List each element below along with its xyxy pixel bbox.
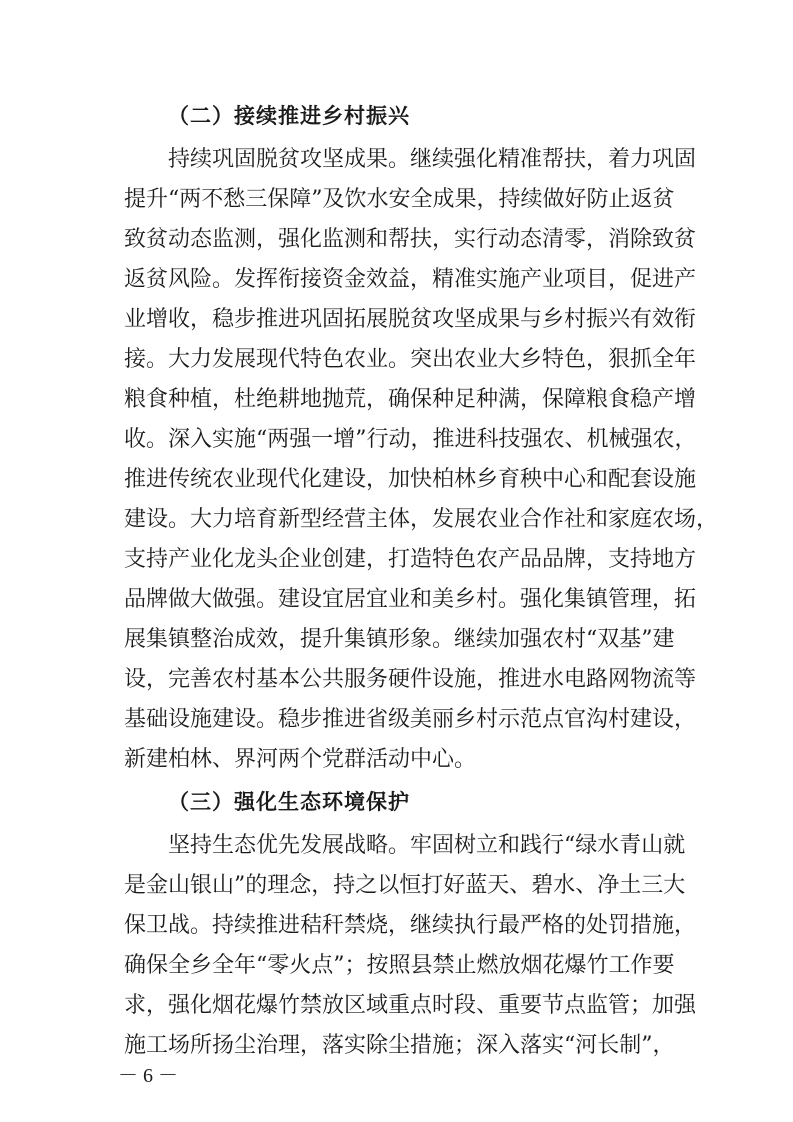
paragraph-line: 施工场所扬尘治理，落实除尘措施；深入落实“河长制”， xyxy=(124,1033,675,1058)
paragraph-line: 建设。大力培育新型经营主体，发展农业合作社和家庭农场， xyxy=(124,507,719,532)
paragraph-line: 收。深入实施“两强一增”行动，推进科技强农、机械强农， xyxy=(124,427,697,452)
paragraph-line: 粮食种植，杜绝耕地抛荒，确保种足种满，保障粮食稳产增 xyxy=(124,387,697,412)
paragraph-line: 品牌做大做强。建设宜居宜业和美乡村。强化集镇管理，拓 xyxy=(124,587,697,612)
paragraph-line: 展集镇整治成效，提升集镇形象。继续加强农村“双基”建 xyxy=(124,627,675,652)
section-heading-rural-revitalization: （二）接续推进乡村振兴 xyxy=(168,104,410,128)
paragraph-line: 推进传统农业现代化建设，加快柏林乡育秧中心和配套设施 xyxy=(124,467,697,492)
paragraph-line: 致贫动态监测，强化监测和帮扶，实行动态清零，消除致贫 xyxy=(124,227,697,252)
paragraph-line: 坚持生态优先发展战略。牢固树立和践行“绿水青山就 xyxy=(168,833,686,858)
paragraph-line: 保卫战。持续推进秸秆禁烧，继续执行最严格的处罚措施， xyxy=(124,913,697,938)
paragraph-line: 业增收，稳步推进巩固拓展脱贫攻坚成果与乡村振兴有效衔 xyxy=(124,307,697,332)
paragraph-line: 基础设施建设。稳步推进省级美丽乡村示范点官沟村建设， xyxy=(124,707,697,732)
paragraph-line: 新建柏林、界河两个党群活动中心。 xyxy=(124,747,477,772)
paragraph-line: 是金山银山”的理念，持之以恒打好蓝天、碧水、净土三大 xyxy=(124,873,686,898)
paragraph-line: 接。大力发展现代特色农业。突出农业大乡特色，狠抓全年 xyxy=(124,347,697,372)
paragraph-line: 返贫风险。发挥衔接资金效益，精准实施产业项目，促进产 xyxy=(124,267,697,292)
paragraph-line: 确保全乡全年“零火点”；按照县禁止燃放烟花爆竹工作要 xyxy=(124,953,675,978)
paragraph-line: 持续巩固脱贫攻坚成果。继续强化精准帮扶，着力巩固 xyxy=(168,147,697,172)
paragraph-line: 提升“两不愁三保障”及饮水安全成果，持续做好防止返贫 xyxy=(124,187,675,212)
paragraph-line: 支持产业化龙头企业创建，打造特色农产品品牌，支持地方 xyxy=(124,547,697,572)
page-number: － 6 － xyxy=(118,1065,178,1087)
paragraph-line: 求，强化烟花爆竹禁放区域重点时段、重要节点监管；加强 xyxy=(124,993,697,1018)
paragraph-line: 设，完善农村基本公共服务硬件设施，推进水电路网物流等 xyxy=(124,667,697,692)
section-heading-ecological-protection: （三）强化生态环境保护 xyxy=(168,790,410,814)
